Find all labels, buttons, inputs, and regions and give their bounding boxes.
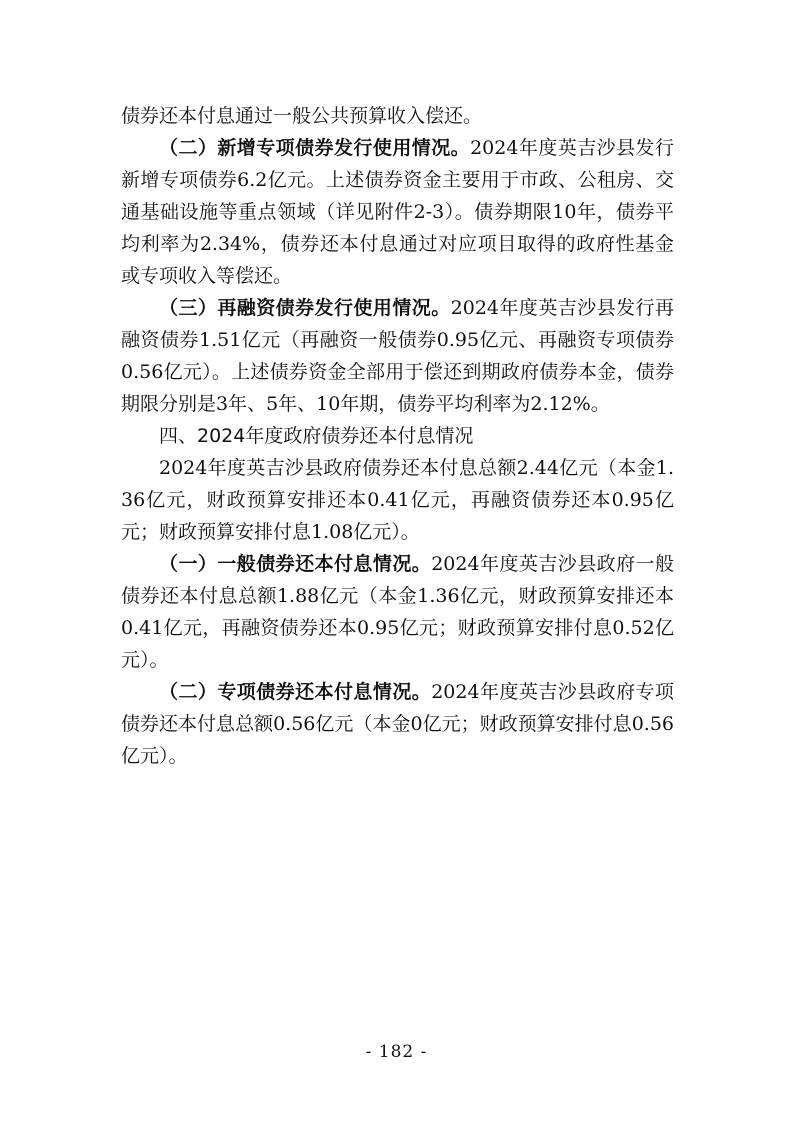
paragraph-text: 2024年度英吉沙县政府债券还本付息总额2.44亿元（本金1.36亿元，财政预算安排还本0.41亿元，再融资债券还本0.95亿元；财政预算安排付息1.08亿元）。 (121, 457, 674, 543)
paragraph-continuation (121, 100, 674, 132)
paragraph-lead: （二）新增专项债券发行使用情况。 (159, 137, 471, 159)
paragraph-lead: （三）再融资债券发行使用情况。 (159, 297, 451, 319)
paragraph-refinancing-bonds (121, 292, 674, 420)
paragraph-new-special-bonds (121, 132, 674, 292)
paragraph-text: 2024年度英吉沙县政府一般债券还本付息总额1.88亿元（本金1.36亿元，财政预算安排还本0.41亿元，再融资债券还本0.95亿元；财政预算安排付息0.52亿元）。 (121, 553, 674, 671)
paragraph-text: 2024年度英吉沙县发行再融资债券1.51亿元（再融资一般债券0.95亿元、再融资专项债券0.56亿元）。上述债券资金全部用于偿还到期政府债券本金，债券期限分别是3年、5年、10年期，债券平均利率为2.12%。 (121, 297, 674, 415)
document-body (121, 100, 674, 772)
paragraph-general-bond-repayment (121, 548, 674, 676)
paragraph-special-bond-repayment (121, 676, 674, 772)
paragraph-repayment-total (121, 452, 674, 548)
paragraph-text: 2024年度英吉沙县政府专项债券还本付息总额0.56亿元（本金0亿元；财政预算安排付息0.56亿元）。 (121, 681, 674, 767)
paragraph-lead: （二）专项债券还本付息情况。 (159, 681, 432, 703)
paragraph-text: 债券还本付息通过一般公共预算收入偿还。 (121, 105, 483, 127)
paragraph-text: 2024年度英吉沙县发行新增专项债券6.2亿元。上述债券资金主要用于市政、公租房、交通基础设施等重点领域（详见附件2-3）。债券期限10年，债券平均利率为2.34%，债券还本付息通过对应项目取得的政府性基金或专项收入等偿还。 (121, 137, 674, 287)
paragraph-lead: （一）一般债券还本付息情况。 (159, 553, 432, 575)
page-number: - 182 - (365, 1042, 428, 1062)
section-heading: 四、2024年度政府债券还本付息情况 (159, 425, 474, 447)
